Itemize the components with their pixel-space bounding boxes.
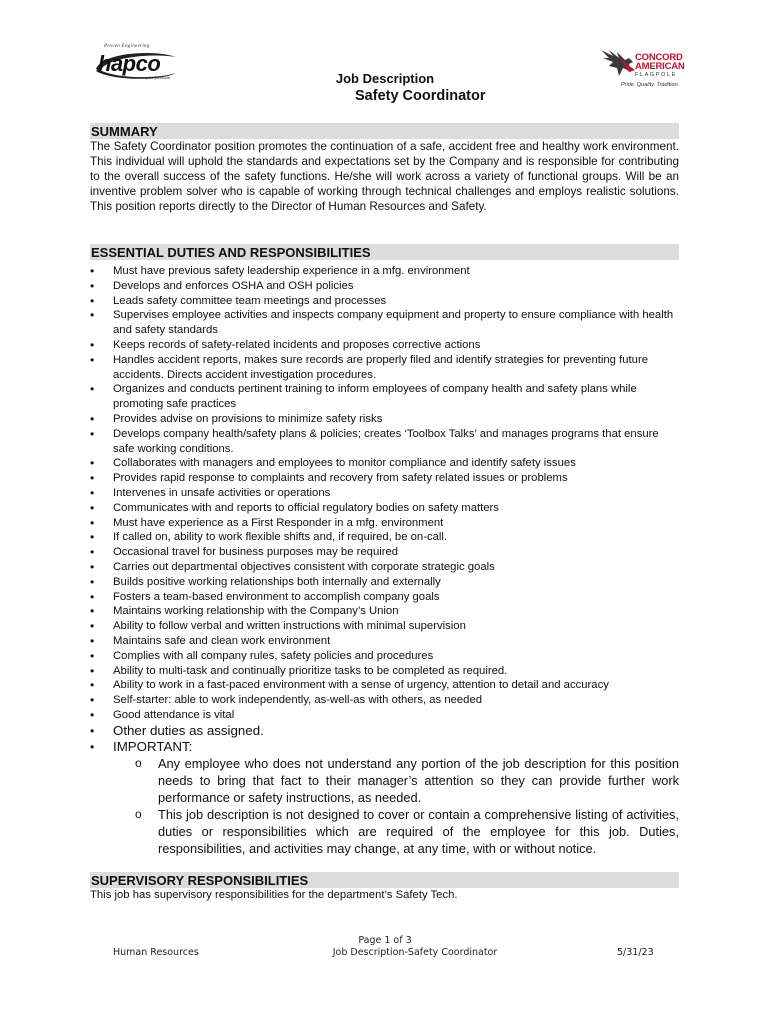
duty-item: • Must have previous safety leadership experience in a mfg. environment (90, 264, 679, 279)
duty-item: • Self-starter: able to work independently, as-well-as with others, as needed (90, 693, 679, 708)
duty-item: • Provides rapid response to complaints and recovery from safety related issues or problems (90, 471, 679, 486)
hapco-logo-wordmark: hapco (98, 51, 161, 76)
duty-item: • Must have experience as a First Responder in a mfg. environment (90, 516, 679, 531)
position-title: Safety Coordinator (355, 88, 486, 104)
footer-document-name: Job Description-Safety Coordinator (332, 947, 498, 958)
hapco-logo-tagline-bottom: pole products (146, 75, 171, 80)
duty-item: • Carries out departmental objectives consistent with corporate strategic goals (90, 560, 679, 575)
footer-date: 5/31/23 (617, 947, 654, 958)
logo-text-concord: CONCORD (635, 52, 683, 63)
duty-item: • Collaborates with managers and employees to monitor compliance and identify safety issues (90, 456, 679, 471)
duty-item: • Provides advise on provisions to minimize safety risks (90, 412, 679, 427)
duties-heading: ESSENTIAL DUTIES AND RESPONSIBILITIES (90, 244, 679, 260)
logo-tagline: Pride. Quality. Tradition. (621, 82, 680, 88)
document-title (0, 71, 770, 86)
duty-item: • Occasional travel for business purposes may be required (90, 545, 679, 560)
duty-item: • Communicates with and reports to official regulatory bodies on safety matters (90, 501, 679, 516)
duty-item: • Intervenes in unsafe activities or operations (90, 486, 679, 501)
duty-item: • Builds positive working relationships both internally and externally (90, 575, 679, 590)
supervisory-heading: SUPERVISORY RESPONSIBILITIES (90, 872, 679, 888)
duty-item: • Keeps records of safety-related incidents and proposes corrective actions (90, 338, 679, 353)
duty-item: • Fosters a team-based environment to accomplish company goals (90, 590, 679, 605)
duty-item: • Ability to work in a fast-paced environment with a sense of urgency, attention to detail and accuracy (90, 678, 679, 693)
footer-department: Human Resources (113, 947, 199, 958)
duty-item: • Handles accident reports, makes sure records are properly filed and identify strategies for preventing future accidents. Directs accident investigation procedures. (90, 353, 679, 383)
duties-list (90, 264, 679, 857)
duty-item: • Good attendance is vital (90, 708, 679, 723)
summary-text: The Safety Coordinator position promotes the continuation of a safe, accident free and healthy work environment. This individual will uphold the standards and expectations set by the Company and is responsible for contributing to the overall success of the safety functions. He/she will work across a variety of functional groups. Will be an inventive problem solver who is capable of working through technical challenges and employs realistic solutions. This position reports directly to the Director of Human Resources and Safety. (90, 140, 679, 213)
duty-item: • Maintains safe and clean work environment (90, 634, 679, 649)
document-title-text: Job Description (335, 71, 435, 86)
footer-page-number: Page 1 of 3 (358, 935, 412, 946)
important-subitem: o Any employee who does not understand any portion of the job description for this position needs to bring that fact to their manager’s attention so they can provide further work performance or safety instructions, as needed. (113, 755, 679, 806)
duty-item: • If called on, ability to work flexible shifts and, if required, be on-call. (90, 530, 679, 545)
duty-item: • Supervises employee activities and inspects company equipment and property to ensure compliance with health and safety standards (90, 308, 679, 338)
important-subitem: o This job description is not designed to cover or contain a comprehensive listing of activities, duties or responsibilities which are required of the employee for this job. Duties, responsibilities, and activities may change, at any time, with or without notice. (113, 806, 679, 857)
supervisory-text: This job has supervisory responsibilities for the department’s Safety Tech. (90, 889, 458, 901)
duty-item: • Organizes and conducts pertinent training to inform employees of company health and safety plans while promoting safe practices (90, 382, 679, 412)
duty-item: • Complies with all company rules, safety policies and procedures (90, 649, 679, 664)
duty-item-other: • Other duties as assigned. (90, 723, 679, 739)
duty-item: • Leads safety committee team meetings and processes (90, 294, 679, 309)
summary-heading: SUMMARY (90, 123, 679, 139)
hapco-logo-tagline-top: Proven Engineering (104, 44, 150, 49)
duty-item: • Ability to follow verbal and written instructions with minimal supervision (90, 619, 679, 634)
duty-item: • Develops company health/safety plans & policies; creates ‘Toolbox Talks’ and manages programs that ensure safe working conditions. (90, 427, 679, 457)
duty-item-important (90, 739, 679, 857)
logo-text-flagpole: FLAGPOLE (635, 72, 677, 78)
duty-item: • Develops and enforces OSHA and OSH policies (90, 279, 679, 294)
important-sublist (113, 755, 679, 857)
logo-text-american: AMERICAN (635, 61, 685, 72)
important-label: IMPORTANT: (113, 738, 193, 754)
duty-item: • Maintains working relationship with the Company’s Union (90, 604, 679, 619)
duty-item: • Ability to multi-task and continually prioritize tasks to be completed as required. (90, 664, 679, 679)
